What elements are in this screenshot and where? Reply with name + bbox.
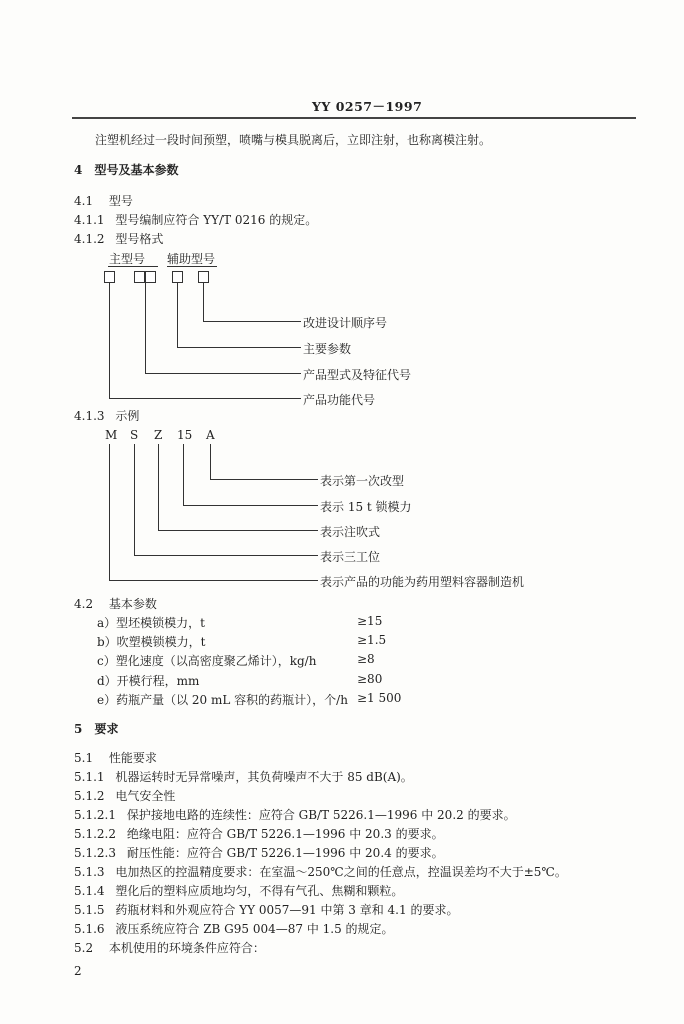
clause-number: 5.1.1 — [74, 770, 105, 784]
leader-line — [109, 398, 301, 399]
clause-number: 4.1.2 — [74, 232, 105, 246]
requirement-5-1-1 — [74, 768, 413, 785]
leader-line — [177, 347, 301, 348]
clause-text: 保护接地电路的连续性：应符合 GB/T 5226.1—1996 中 20.2 的要求。 — [126, 808, 516, 822]
clause-text: 本机使用的环境条件应符合： — [108, 941, 265, 955]
intro-line: 注塑机经过一段时间预塑，喷嘴与模具脱离后，立即注射，也称离模注射。 — [95, 133, 492, 147]
section-5-number: 5 — [74, 722, 83, 736]
param-value: ≥1 500 — [357, 691, 402, 705]
param-name: a）型坯模锁模力，t — [97, 616, 205, 630]
clause-number: 5.1.4 — [74, 884, 105, 898]
clause-number: 4.1.1 — [74, 213, 105, 227]
leader-line — [109, 444, 110, 581]
leader-line — [158, 530, 318, 531]
example-label: 表示第一次改型 — [320, 474, 405, 488]
format-label-revision: 改进设计顺序号 — [303, 316, 388, 330]
code-box — [198, 271, 209, 283]
example-code-letter: Z — [154, 428, 163, 442]
clause-number: 4.1.3 — [74, 409, 105, 423]
clause-number: 5.1 — [74, 751, 94, 765]
param-name: b）吹塑模锁模力，t — [97, 635, 206, 649]
format-label-function-code: 产品功能代号 — [303, 393, 376, 407]
requirement-5-1-2 — [74, 787, 175, 804]
example-code-letter: M — [105, 428, 118, 442]
param-value: ≥80 — [357, 672, 383, 686]
section-5-title: 要求 — [94, 722, 119, 736]
format-label-main-param: 主要参数 — [303, 342, 352, 356]
clause-text: 绝缘电阻：应符合 GB/T 5226.1—1996 中 20.3 的要求。 — [126, 827, 444, 841]
leader-line — [183, 505, 318, 506]
param-name: d）开模行程，mm — [97, 674, 200, 688]
leader-line — [203, 283, 204, 322]
example-label: 表示产品的功能为药用塑料容器制造机 — [320, 575, 525, 589]
clause-text: 型号编制应符合 YY/T 0216 的规定。 — [115, 213, 318, 227]
clause-number: 5.2 — [74, 941, 94, 955]
requirement-5-1-6 — [74, 920, 394, 937]
requirement-5-1-2-1 — [74, 806, 516, 823]
clause-title: 基本参数 — [108, 597, 157, 611]
code-box — [172, 271, 183, 283]
section-4-title: 型号及基本参数 — [94, 163, 179, 177]
leader-line — [145, 373, 301, 374]
param-name: c）塑化速度（以高密度聚乙烯计），kg/h — [97, 654, 317, 668]
leader-line — [210, 479, 318, 480]
clause-number: 4.1 — [74, 194, 94, 208]
clause-number: 5.1.3 — [74, 865, 105, 879]
aux-model-label: 辅助型号 — [167, 252, 216, 266]
section-4-heading — [74, 161, 179, 178]
requirement-5-1-5 — [74, 901, 458, 918]
example-label: 表示注吹式 — [320, 525, 381, 539]
example-code-letter: A — [206, 428, 215, 442]
code-box — [134, 271, 145, 283]
param-value: ≥1.5 — [357, 633, 387, 647]
clause-number: 5.1.6 — [74, 922, 105, 936]
clause-4-2 — [74, 595, 157, 612]
code-box — [104, 271, 115, 283]
clause-text: 机器运转时无异常噪声，其负荷噪声不大于 85 dB(A)。 — [115, 770, 413, 784]
leader-line — [145, 283, 146, 374]
main-model-label: 主型号 — [109, 252, 146, 266]
clause-title: 示例 — [115, 409, 140, 423]
leader-line — [183, 444, 184, 506]
requirement-5-1-4 — [74, 882, 403, 899]
section-5-heading — [74, 720, 119, 737]
code-box — [145, 271, 156, 283]
clause-text: 耐压性能：应符合 GB/T 5226.1—1996 中 20.4 的要求。 — [126, 846, 444, 860]
clause-text: 液压系统应符合 ZB G95 004—87 中 1.5 的规定。 — [115, 922, 394, 936]
section-4-number: 4 — [74, 163, 83, 177]
param-name: e）药瓶产量（以 20 mL 容积的药瓶计），个/h — [97, 693, 348, 707]
requirement-5-2 — [74, 939, 265, 956]
clause-number: 5.1.5 — [74, 903, 105, 917]
leader-line — [210, 444, 211, 480]
clause-text: 性能要求 — [108, 751, 157, 765]
example-code-letter: S — [130, 428, 139, 442]
format-label-type-code: 产品型式及特征代号 — [303, 368, 412, 382]
leader-line — [203, 321, 301, 322]
requirement-5-1-2-2 — [74, 825, 444, 842]
clause-title: 型号 — [108, 194, 133, 208]
clause-number: 5.1.2.3 — [74, 846, 116, 860]
requirement-5-1-3 — [74, 863, 567, 880]
clause-number: 4.2 — [74, 597, 94, 611]
header-rule — [72, 117, 636, 119]
clause-number: 5.1.2 — [74, 789, 105, 803]
clause-4-1-2 — [74, 230, 163, 247]
leader-line — [177, 283, 178, 348]
example-code-letter: 15 — [177, 428, 193, 442]
clause-text: 电加热区的控温精度要求：在室温～250℃之间的任意点，控温误差均不大于±5℃。 — [115, 865, 567, 879]
clause-4-1 — [74, 192, 133, 209]
requirement-5-1 — [74, 749, 157, 766]
requirement-5-1-2-3 — [74, 844, 444, 861]
clause-4-1-1 — [74, 211, 317, 228]
example-label: 表示三工位 — [320, 550, 381, 564]
example-label: 表示 15 t 锁模力 — [320, 500, 412, 514]
leader-line — [109, 283, 110, 399]
clause-text: 电气安全性 — [115, 789, 176, 803]
standard-header: YY 0257－1997 — [312, 99, 423, 114]
clause-number: 5.1.2.2 — [74, 827, 116, 841]
clause-number: 5.1.2.1 — [74, 808, 116, 822]
main-model-underline — [108, 266, 158, 267]
leader-line — [134, 555, 318, 556]
page-number: 2 — [74, 964, 82, 978]
aux-model-underline — [167, 266, 217, 267]
param-value: ≥15 — [357, 614, 383, 628]
clause-text: 塑化后的塑料应质地均匀，不得有气孔、焦糊和颗粒。 — [115, 884, 404, 898]
leader-line — [109, 580, 318, 581]
clause-4-1-3 — [74, 407, 139, 424]
clause-title: 型号格式 — [115, 232, 164, 246]
param-value: ≥8 — [357, 652, 375, 666]
leader-line — [134, 444, 135, 556]
leader-line — [158, 444, 159, 531]
clause-text: 药瓶材料和外观应符合 YY 0057—91 中第 3 章和 4.1 的要求。 — [115, 903, 459, 917]
